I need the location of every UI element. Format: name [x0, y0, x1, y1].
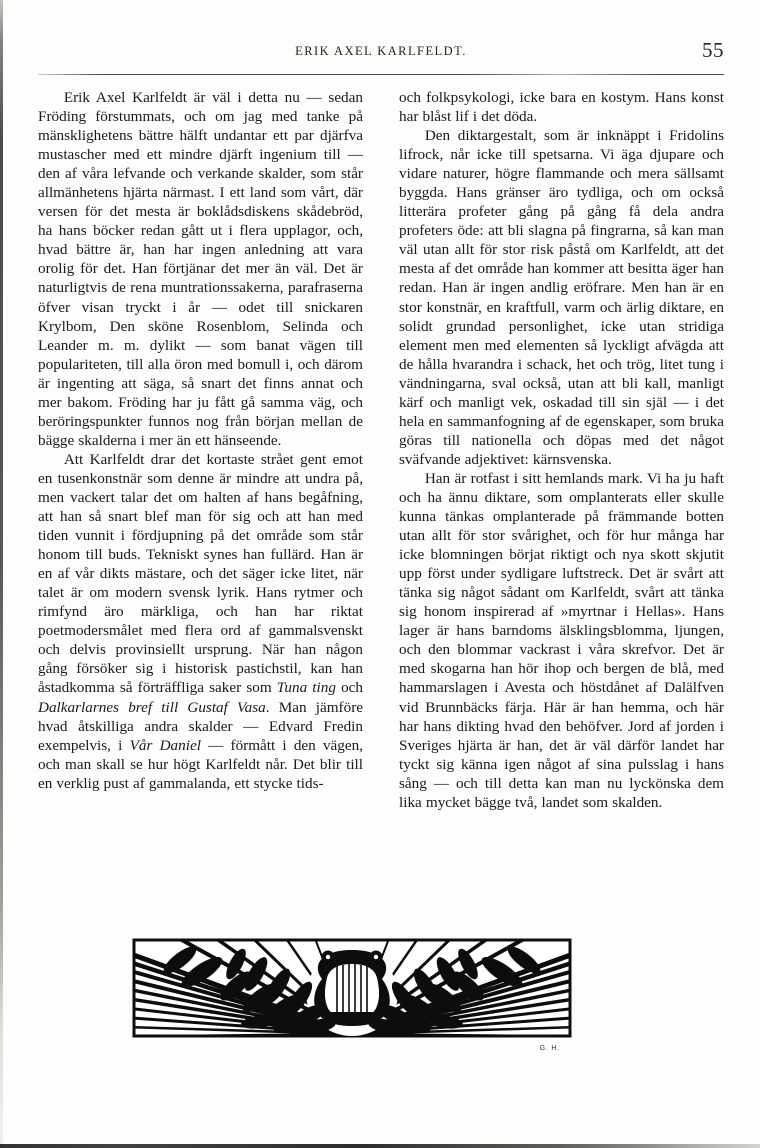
running-head — [38, 38, 724, 66]
header-rule — [38, 74, 724, 75]
tailpiece-vignette — [132, 938, 572, 1050]
text-body — [38, 88, 724, 812]
paragraph: Han är rotfast i sitt hemlands mark. Vi ha ju haft och ha ännu diktare, som omplanterats eller skulle kunna tänkas omplanterade på främmande botten utan allt för stor svårighet, och för hur många har icke blomningen börjat riktigt och nya skott skjutit upp först under sydligare luftstreck. Det är svårt att tänka sig något sådant om Karlfeldt, svårt att tänka sig honom inspirerad af »myrtnar i Hellas». Hans lager är hans barndoms älsklingsblomma, ljungen, och den blommar vackrast i våra skrefvor. Det är med skogarna han hör ihop och bergen de blå, med hammarslagen i Avesta och höstdånet af Dalälfven vid Brunnbäcks färja. Här är han hemma, och här har hans dikting hvad den behöfver. Jord af jorden i Sveriges hjärta är han, det är väl därför landet har tyckt sig känna igen något af sina pulsslag i hans sång — och till detta kan man nu lyckönska dem lika mycket bägge två, landet som skalden. — [399, 469, 724, 811]
italic-title: Tuna ting — [276, 679, 336, 697]
running-head-title: ERIK AXEL KARLFELDT. — [295, 44, 467, 58]
column-right — [399, 88, 724, 812]
artist-monogram: G. H. — [539, 1045, 560, 1052]
page-number: 55 — [702, 38, 724, 62]
column-left — [38, 88, 363, 812]
scan-edge-left — [0, 0, 3, 1148]
paragraph: Erik Axel Karlfeldt är väl i detta nu — sedan Fröding förstummats, och om jag med tanke på mänsklighetens bättre hälft undantar ett par djärfva mustascher med ett mindre djärft ingenium till — den af våra lefvande och verkande skalder, som står allmänhetens hjärta närmast. I ett land som vårt, där versen för det mesta är boklådsdiskens skådebröd, ha hans böcker redan gått ut i flera upplagor, och, hvad bättre är, han har ingen anledning att vara orolig för det. Han förtjänar det mer än väl. Det är naturligtvis de rena muntrationssakerna, parafraserna öfver visan tryckt i år — odet till snickaren Krylbom, Den sköne Rosenblom, Selinda och Leander m. m. dylikt — som banat vägen till populariteten, till alla öron med bomull i, och därom är ingenting att säga, så snart det finns annat och mer bakom. Fröding har ju fått gå samma väg, och beröringspunkter funnos nog från början mellan de bägge skalderna i mer än ett hänseende. — [38, 89, 363, 449]
paragraph: Den diktargestalt, som är inknäppt i Fridolins lifrock, når icke till spetsarna. Vi äga djupare och vidare naturer, högre flammande och mera sällsamt byggda. Hans gränser äro tydliga, och om också litterära profeter gång på gång få dela andra profeters öde: att bli slagna på fingrarna, så kan man väl utan allt för stor risk påstå om Karlfeldt, att det mesta af det område han kommer att besitta äger han redan. Han är ingen andlig eröfrare. Men han är en stor konstnär, en kraftfull, varm och ärlig diktare, en solidt grundad personlighet, icke utan stridiga element men med elementen så lyckligt afvägda att de hålla hvarandra i schack, het och trög, litet tung i vändningarna, sval också, utan att bli kall, manligt kärf och manligt vek, oskadad till sin själ — i det hela en sammanfogning af de egenskaper, som bruka göras till nationella och döpas med det något sväfvande adjektivet: kärnsvenska. — [399, 127, 724, 468]
scan-edge-bottom — [0, 1144, 760, 1148]
italic-title: Dalkarlarnes bref till Gustaf Vasa — [38, 698, 266, 716]
paragraph-continuation: och folkpsykologi, icke bara en kostym. Hans konst har blåst lif i det döda. — [399, 89, 724, 126]
lyre-laurel-woodcut-icon — [132, 938, 572, 1038]
italic-title: Vår Daniel — [129, 736, 201, 754]
paragraph: Att Karlfeldt drar det kortaste strået gent emot en tusenkonstnär som denne är mindre att undra på, men vackert talar det om halten af hans begåfning, att han så snart blef man för sig och att han med tiden vunnit i fördjupning på det område som står honom till buds. Tekniskt synes han fullärd. Han är en af vår dikts mästare, och det säger icke litet, när talet är om modern svensk lyrik. Hans rytmer och rimfynd äro märkliga, och han har riktat poetmodersmålet med flera ord af gammalsvenskt och delvis provinsiellt ursprung. När han någon gång försöker sig i historisk pastichstil, kan han åstadkomma så förträffliga saker som Tuna ting och Dalkarlarnes bref till Gustaf Vasa. Man jämföre hvad åtskilliga andra skalder — Edvard Fredin exempelvis, i Vår Daniel — förmått i den vägen, och man skall se hur högt Karlfeldt når. Det blir till en verklig pust af gammalanda, ett stycke tids- — [38, 450, 364, 792]
